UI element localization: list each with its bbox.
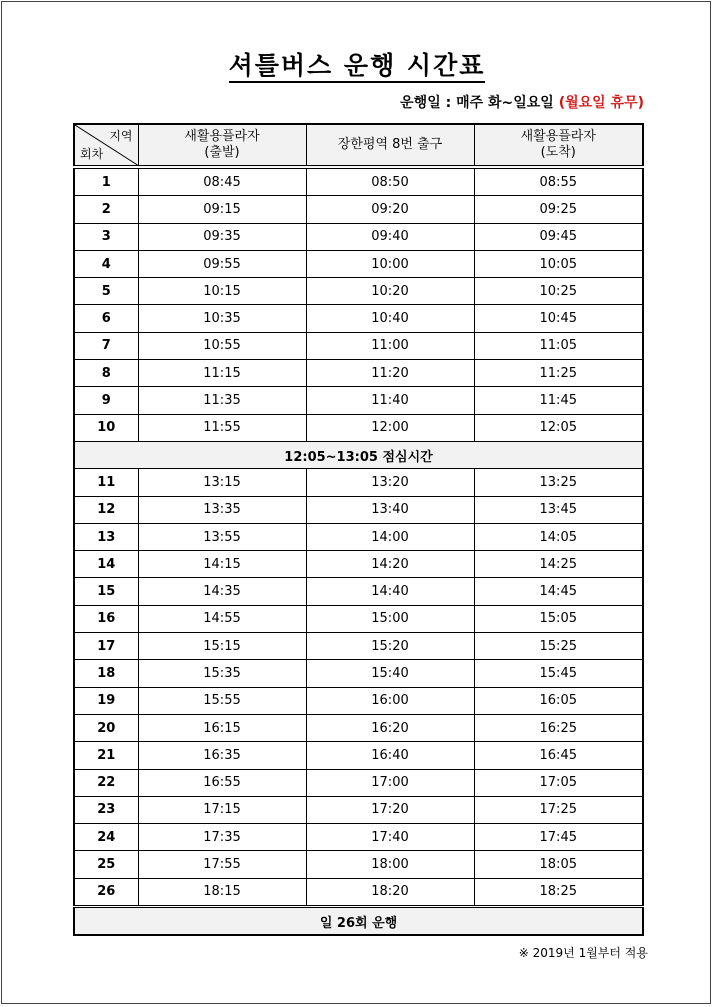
station-time-cell: 18:20: [306, 878, 474, 906]
departure-time-cell: 17:15: [138, 796, 306, 823]
departure-time-cell: 11:55: [138, 414, 306, 441]
table-row: [74, 742, 643, 769]
round-cell: 14: [74, 551, 138, 578]
departure-time-cell: 15:15: [138, 633, 306, 660]
round-cell: 18: [74, 660, 138, 687]
departure-time-cell: 10:35: [138, 305, 306, 332]
departure-time-cell: 16:35: [138, 742, 306, 769]
round-cell: 3: [74, 223, 138, 250]
table-row: [74, 769, 643, 796]
station-time-cell: 18:00: [306, 851, 474, 878]
round-cell: 8: [74, 360, 138, 387]
round-cell: 16: [74, 605, 138, 632]
page-title: 셔틀버스 운행 시간표: [229, 51, 486, 83]
arrival-time-cell: 17:45: [474, 824, 643, 851]
table-row: [74, 167, 643, 196]
table-row: [74, 523, 643, 550]
table-row: [74, 796, 643, 823]
arrival-time-cell: 16:05: [474, 687, 643, 714]
table-row: [74, 878, 643, 906]
round-cell: 15: [74, 578, 138, 605]
arrival-time-cell: 18:25: [474, 878, 643, 906]
departure-time-cell: 11:35: [138, 387, 306, 414]
arrival-time-cell: 13:25: [474, 469, 643, 496]
station-time-cell: 12:00: [306, 414, 474, 441]
total-runs-row: [74, 907, 643, 936]
arrival-time-cell: 09:25: [474, 196, 643, 223]
arrival-time-cell: 10:25: [474, 278, 643, 305]
departure-time-cell: 10:55: [138, 332, 306, 359]
departure-time-cell: 15:55: [138, 687, 306, 714]
effective-date-note: ※ 2019년 1월부터 적용: [518, 946, 648, 960]
table-row: [74, 387, 643, 414]
station-time-cell: 14:00: [306, 523, 474, 550]
table-row: [74, 714, 643, 741]
round-cell: 23: [74, 796, 138, 823]
departure-time-cell: 13:55: [138, 523, 306, 550]
arrival-time-cell: 11:25: [474, 360, 643, 387]
departure-time-cell: 09:55: [138, 250, 306, 277]
table-row: [74, 824, 643, 851]
departure-time-cell: 16:15: [138, 714, 306, 741]
station-time-cell: 16:40: [306, 742, 474, 769]
round-cell: 12: [74, 496, 138, 523]
corner-region-label: 지역: [109, 129, 133, 143]
round-cell: 6: [74, 305, 138, 332]
round-cell: 2: [74, 196, 138, 223]
page-title-wrap: [0, 46, 714, 82]
departure-time-cell: 14:15: [138, 551, 306, 578]
arrival-time-cell: 15:45: [474, 660, 643, 687]
arrival-time-cell: 11:45: [474, 387, 643, 414]
round-cell: 26: [74, 878, 138, 906]
arrival-time-cell: 12:05: [474, 414, 643, 441]
col-header-station-label: 장한평역 8번 출구: [337, 137, 443, 152]
arrival-time-cell: 13:45: [474, 496, 643, 523]
departure-time-cell: 11:15: [138, 360, 306, 387]
col-header-departure-label: 새활용플라자 (출발): [184, 129, 260, 160]
station-time-cell: 11:40: [306, 387, 474, 414]
table-row: [74, 578, 643, 605]
round-cell: 21: [74, 742, 138, 769]
departure-time-cell: 17:35: [138, 824, 306, 851]
station-time-cell: 10:40: [306, 305, 474, 332]
table-row: [74, 851, 643, 878]
departure-time-cell: 14:35: [138, 578, 306, 605]
station-time-cell: 13:20: [306, 469, 474, 496]
table-row: [74, 469, 643, 496]
corner-round-label: 회차: [80, 147, 104, 161]
departure-time-cell: 08:45: [138, 167, 306, 196]
round-cell: 10: [74, 414, 138, 441]
station-time-cell: 11:20: [306, 360, 474, 387]
lunch-break-label: 12:05~13:05 점심시간: [74, 441, 643, 468]
station-time-cell: 10:00: [306, 250, 474, 277]
arrival-time-cell: 14:45: [474, 578, 643, 605]
departure-time-cell: 09:15: [138, 196, 306, 223]
round-cell: 19: [74, 687, 138, 714]
lunch-break-row: [74, 441, 643, 468]
round-cell: 13: [74, 523, 138, 550]
total-runs-label: 일 26회 운행: [74, 907, 643, 936]
round-cell: 4: [74, 250, 138, 277]
departure-time-cell: 16:55: [138, 769, 306, 796]
operating-days-text: 운행일 : 매주 화~일요일: [400, 95, 554, 111]
departure-time-cell: 09:35: [138, 223, 306, 250]
table-row: [74, 278, 643, 305]
table-row: [74, 414, 643, 441]
round-cell: 7: [74, 332, 138, 359]
arrival-time-cell: 17:05: [474, 769, 643, 796]
departure-time-cell: 17:55: [138, 851, 306, 878]
table-row: [74, 305, 643, 332]
departure-time-cell: 13:35: [138, 496, 306, 523]
col-header-arrival: [474, 124, 643, 167]
station-time-cell: 14:40: [306, 578, 474, 605]
round-cell: 5: [74, 278, 138, 305]
departure-time-cell: 13:15: [138, 469, 306, 496]
station-time-cell: 08:50: [306, 167, 474, 196]
station-time-cell: 15:00: [306, 605, 474, 632]
arrival-time-cell: 11:05: [474, 332, 643, 359]
col-header-arrival-label: 새활용플라자 (도착): [520, 129, 596, 160]
table-row: [74, 551, 643, 578]
station-time-cell: 09:40: [306, 223, 474, 250]
col-header-station: [306, 124, 474, 167]
departure-time-cell: 14:55: [138, 605, 306, 632]
station-time-cell: 14:20: [306, 551, 474, 578]
header-row: [74, 124, 643, 167]
round-cell: 25: [74, 851, 138, 878]
station-time-cell: 10:20: [306, 278, 474, 305]
table-row: [74, 633, 643, 660]
station-time-cell: 09:20: [306, 196, 474, 223]
arrival-time-cell: 08:55: [474, 167, 643, 196]
timetable: [73, 123, 644, 936]
station-time-cell: 16:00: [306, 687, 474, 714]
operating-days: [400, 92, 644, 112]
arrival-time-cell: 15:25: [474, 633, 643, 660]
table-row: [74, 660, 643, 687]
col-header-departure: [138, 124, 306, 167]
round-cell: 11: [74, 469, 138, 496]
arrival-time-cell: 18:05: [474, 851, 643, 878]
table-row: [74, 360, 643, 387]
arrival-time-cell: 16:45: [474, 742, 643, 769]
arrival-time-cell: 09:45: [474, 223, 643, 250]
round-cell: 9: [74, 387, 138, 414]
round-cell: 24: [74, 824, 138, 851]
table-row: [74, 196, 643, 223]
table-row: [74, 496, 643, 523]
departure-time-cell: 10:15: [138, 278, 306, 305]
station-time-cell: 13:40: [306, 496, 474, 523]
station-time-cell: 15:40: [306, 660, 474, 687]
arrival-time-cell: 10:05: [474, 250, 643, 277]
round-cell: 20: [74, 714, 138, 741]
table-row: [74, 605, 643, 632]
holiday-notice: (월요일 휴무): [558, 95, 644, 111]
table-row: [74, 687, 643, 714]
station-time-cell: 11:00: [306, 332, 474, 359]
round-cell: 1: [74, 167, 138, 196]
arrival-time-cell: 17:25: [474, 796, 643, 823]
station-time-cell: 15:20: [306, 633, 474, 660]
table-row: [74, 332, 643, 359]
departure-time-cell: 15:35: [138, 660, 306, 687]
round-cell: 22: [74, 769, 138, 796]
arrival-time-cell: 15:05: [474, 605, 643, 632]
timetable-body: [74, 167, 643, 935]
arrival-time-cell: 14:25: [474, 551, 643, 578]
station-time-cell: 17:40: [306, 824, 474, 851]
station-time-cell: 17:20: [306, 796, 474, 823]
arrival-time-cell: 16:25: [474, 714, 643, 741]
table-row: [74, 223, 643, 250]
table-row: [74, 250, 643, 277]
corner-cell: [74, 124, 138, 167]
departure-time-cell: 18:15: [138, 878, 306, 906]
station-time-cell: 17:00: [306, 769, 474, 796]
station-time-cell: 16:20: [306, 714, 474, 741]
arrival-time-cell: 14:05: [474, 523, 643, 550]
round-cell: 17: [74, 633, 138, 660]
arrival-time-cell: 10:45: [474, 305, 643, 332]
